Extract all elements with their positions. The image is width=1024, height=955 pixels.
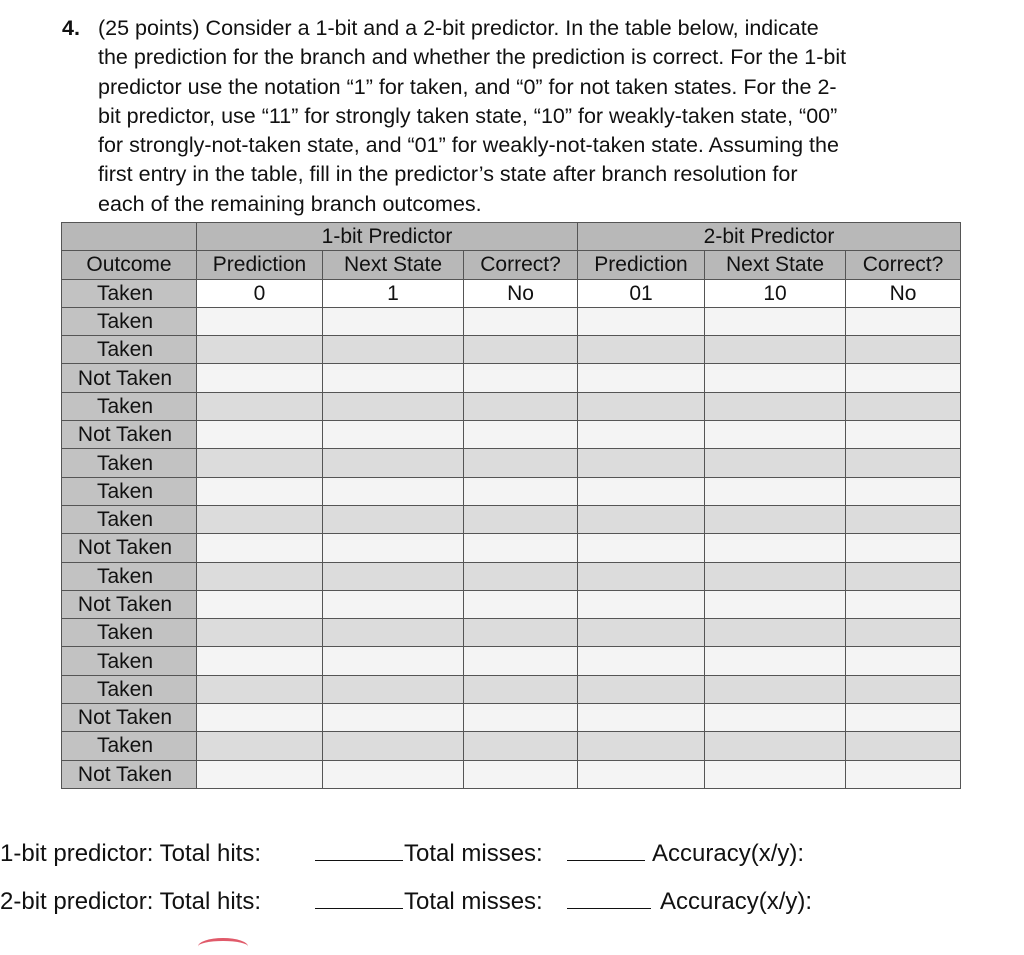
1bit-correct-cell[interactable] xyxy=(464,647,578,675)
2bit-prediction-cell[interactable] xyxy=(578,619,705,647)
1bit-correct-cell[interactable] xyxy=(464,732,578,760)
1bit-next-state-cell[interactable] xyxy=(323,364,464,392)
table-row xyxy=(62,505,961,533)
outcome-cell: Taken xyxy=(62,307,197,335)
2bit-prediction-cell[interactable] xyxy=(578,675,705,703)
footer-1bit-misses-blank[interactable] xyxy=(567,840,645,861)
2bit-next-state-cell[interactable] xyxy=(705,704,846,732)
2bit-prediction-cell[interactable] xyxy=(578,336,705,364)
question-line: each of the remaining branch outcomes. xyxy=(98,191,482,216)
outcome-cell: Taken xyxy=(62,732,197,760)
outcome-cell: Not Taken xyxy=(62,590,197,618)
group-header-1bit: 1-bit Predictor xyxy=(197,223,578,251)
table-row xyxy=(62,336,961,364)
2bit-prediction-cell[interactable] xyxy=(578,534,705,562)
1bit-correct-cell[interactable] xyxy=(464,534,578,562)
1bit-next-state-cell[interactable] xyxy=(323,675,464,703)
outcome-cell: Taken xyxy=(62,392,197,420)
2bit-next-state-cell[interactable] xyxy=(705,336,846,364)
2bit-correct-cell[interactable] xyxy=(846,477,961,505)
1bit-prediction-cell[interactable] xyxy=(197,336,323,364)
table-row xyxy=(62,449,961,477)
2bit-correct-cell[interactable] xyxy=(846,619,961,647)
red-pen-mark xyxy=(198,938,248,955)
2bit-correct-cell[interactable] xyxy=(846,590,961,618)
1bit-prediction-cell[interactable] xyxy=(197,619,323,647)
col-header-1bit-correct: Correct? xyxy=(464,251,578,279)
1bit-correct-cell[interactable] xyxy=(464,590,578,618)
2bit-next-state-cell[interactable] xyxy=(705,534,846,562)
2bit-correct-cell[interactable] xyxy=(846,307,961,335)
outcome-cell: Taken xyxy=(62,279,197,307)
1bit-next-state-cell[interactable] xyxy=(323,336,464,364)
2bit-prediction-cell[interactable] xyxy=(578,647,705,675)
2bit-next-state-cell[interactable] xyxy=(705,449,846,477)
1bit-next-state-cell[interactable] xyxy=(323,534,464,562)
1bit-prediction-cell[interactable] xyxy=(197,505,323,533)
1bit-prediction-cell[interactable] xyxy=(197,590,323,618)
2bit-prediction-cell[interactable] xyxy=(578,392,705,420)
1bit-correct-cell[interactable] xyxy=(464,760,578,788)
question-number: 4. xyxy=(62,16,80,40)
table-row xyxy=(62,534,961,562)
1bit-correct-cell[interactable] xyxy=(464,505,578,533)
1bit-next-state-cell[interactable] xyxy=(323,647,464,675)
2bit-next-state-cell[interactable] xyxy=(705,675,846,703)
2bit-prediction-cell[interactable] xyxy=(578,505,705,533)
1bit-next-state-cell[interactable] xyxy=(323,760,464,788)
table-row xyxy=(62,364,961,392)
col-header-2bit-prediction: Prediction xyxy=(578,251,705,279)
table-row xyxy=(62,477,961,505)
outcome-cell: Taken xyxy=(62,675,197,703)
2bit-next-state-cell: 10 xyxy=(705,279,846,307)
footer-1bit-misses-label: Total misses: xyxy=(404,840,543,867)
1bit-correct-cell[interactable] xyxy=(464,336,578,364)
footer-1bit-hits-blank[interactable] xyxy=(315,840,403,861)
table-row xyxy=(62,307,961,335)
table-row xyxy=(62,619,961,647)
1bit-correct-cell[interactable] xyxy=(464,562,578,590)
1bit-correct-cell[interactable] xyxy=(464,449,578,477)
outcome-cell: Not Taken xyxy=(62,421,197,449)
question-text xyxy=(62,14,942,219)
2bit-prediction-cell[interactable] xyxy=(578,449,705,477)
footer-2bit-hits-blank[interactable] xyxy=(315,888,403,909)
2bit-prediction-cell[interactable] xyxy=(578,364,705,392)
1bit-correct-cell[interactable] xyxy=(464,619,578,647)
1bit-next-state-cell[interactable] xyxy=(323,562,464,590)
1bit-next-state-cell[interactable] xyxy=(323,392,464,420)
group-header-2bit: 2-bit Predictor xyxy=(578,223,961,251)
footer-2bit-accuracy-label: Accuracy(x/y): xyxy=(660,888,813,915)
col-header-1bit-next-state: Next State xyxy=(323,251,464,279)
2bit-next-state-cell[interactable] xyxy=(705,364,846,392)
1bit-next-state-cell[interactable] xyxy=(323,619,464,647)
outcome-cell: Not Taken xyxy=(62,364,197,392)
footer-2bit-misses-blank[interactable] xyxy=(567,888,651,909)
1bit-prediction-cell[interactable] xyxy=(197,421,323,449)
1bit-correct-cell[interactable] xyxy=(464,364,578,392)
2bit-correct-cell[interactable] xyxy=(846,675,961,703)
question-line: for strongly-not-taken state, and “01” for weakly-not-taken state. Assuming the xyxy=(98,133,839,158)
table-row xyxy=(62,704,961,732)
2bit-correct-cell[interactable] xyxy=(846,647,961,675)
1bit-prediction-cell[interactable] xyxy=(197,760,323,788)
2bit-next-state-cell[interactable] xyxy=(705,590,846,618)
1bit-next-state-cell[interactable] xyxy=(323,505,464,533)
group-header-row xyxy=(62,223,961,251)
2bit-next-state-cell[interactable] xyxy=(705,421,846,449)
question-line: the prediction for the branch and whether the prediction is correct. For the 1-bit xyxy=(98,45,847,70)
1bit-prediction-cell: 0 xyxy=(197,279,323,307)
1bit-prediction-cell[interactable] xyxy=(197,562,323,590)
2bit-prediction-cell[interactable] xyxy=(578,704,705,732)
2bit-prediction-cell[interactable] xyxy=(578,562,705,590)
outcome-cell: Not Taken xyxy=(62,760,197,788)
1bit-correct-cell: No xyxy=(464,279,578,307)
col-header-2bit-correct: Correct? xyxy=(846,251,961,279)
2bit-correct-cell[interactable] xyxy=(846,421,961,449)
1bit-next-state-cell: 1 xyxy=(323,279,464,307)
table-row xyxy=(62,647,961,675)
2bit-correct-cell[interactable] xyxy=(846,392,961,420)
2bit-prediction-cell[interactable] xyxy=(578,760,705,788)
1bit-next-state-cell[interactable] xyxy=(323,590,464,618)
1bit-next-state-cell[interactable] xyxy=(323,477,464,505)
2bit-next-state-cell[interactable] xyxy=(705,505,846,533)
question-body xyxy=(98,14,942,219)
2bit-prediction-cell[interactable] xyxy=(578,590,705,618)
1bit-correct-cell[interactable] xyxy=(464,307,578,335)
1bit-correct-cell[interactable] xyxy=(464,477,578,505)
footer-1bit-hits-label: 1-bit predictor: Total hits: xyxy=(0,840,262,867)
2bit-correct-cell: No xyxy=(846,279,961,307)
2bit-next-state-cell[interactable] xyxy=(705,647,846,675)
2bit-next-state-cell[interactable] xyxy=(705,732,846,760)
outcome-cell: Taken xyxy=(62,505,197,533)
col-header-1bit-prediction: Prediction xyxy=(197,251,323,279)
table-row xyxy=(62,760,961,788)
1bit-prediction-cell[interactable] xyxy=(197,675,323,703)
2bit-prediction-cell[interactable] xyxy=(578,477,705,505)
2bit-correct-cell[interactable] xyxy=(846,760,961,788)
2bit-correct-cell[interactable] xyxy=(846,732,961,760)
2bit-next-state-cell[interactable] xyxy=(705,307,846,335)
outcome-cell: Taken xyxy=(62,619,197,647)
2bit-prediction-cell: 01 xyxy=(578,279,705,307)
table-row xyxy=(62,675,961,703)
predictor-table xyxy=(61,222,961,789)
outcome-cell: Taken xyxy=(62,449,197,477)
table-row xyxy=(62,562,961,590)
col-header-outcome: Outcome xyxy=(62,251,197,279)
outcome-cell: Taken xyxy=(62,336,197,364)
footer-2bit-misses-label: Total misses: xyxy=(404,888,543,915)
outcome-cell: Taken xyxy=(62,647,197,675)
2bit-correct-cell[interactable] xyxy=(846,534,961,562)
1bit-prediction-cell[interactable] xyxy=(197,364,323,392)
outcome-cell: Taken xyxy=(62,562,197,590)
2bit-next-state-cell[interactable] xyxy=(705,392,846,420)
outcome-cell: Not Taken xyxy=(62,534,197,562)
1bit-prediction-cell[interactable] xyxy=(197,534,323,562)
header-blank xyxy=(62,223,197,251)
2bit-next-state-cell[interactable] xyxy=(705,562,846,590)
2bit-prediction-cell[interactable] xyxy=(578,732,705,760)
question-line: (25 points) Consider a 1-bit and a 2-bit predictor. In the table below, indicate xyxy=(98,16,819,40)
1bit-correct-cell[interactable] xyxy=(464,675,578,703)
1bit-correct-cell[interactable] xyxy=(464,704,578,732)
table-row xyxy=(62,392,961,420)
table-row-example xyxy=(62,279,961,307)
1bit-next-state-cell[interactable] xyxy=(323,704,464,732)
question-line: predictor use the notation “1” for taken, and “0” for not taken states. For the 2- xyxy=(98,74,837,99)
column-header-row xyxy=(62,251,961,279)
question-line: first entry in the table, fill in the predictor’s state after branch resolution for xyxy=(98,162,798,187)
1bit-prediction-cell[interactable] xyxy=(197,647,323,675)
2bit-prediction-cell[interactable] xyxy=(578,421,705,449)
2bit-next-state-cell[interactable] xyxy=(705,619,846,647)
2bit-correct-cell[interactable] xyxy=(846,562,961,590)
1bit-prediction-cell[interactable] xyxy=(197,392,323,420)
2bit-next-state-cell[interactable] xyxy=(705,477,846,505)
footer-1bit-accuracy-label: Accuracy(x/y): xyxy=(652,840,805,867)
table-row xyxy=(62,732,961,760)
1bit-prediction-cell[interactable] xyxy=(197,449,323,477)
1bit-prediction-cell[interactable] xyxy=(197,307,323,335)
2bit-correct-cell[interactable] xyxy=(846,336,961,364)
1bit-next-state-cell[interactable] xyxy=(323,732,464,760)
outcome-cell: Taken xyxy=(62,477,197,505)
2bit-correct-cell[interactable] xyxy=(846,505,961,533)
1bit-prediction-cell[interactable] xyxy=(197,732,323,760)
2bit-next-state-cell[interactable] xyxy=(705,760,846,788)
2bit-correct-cell[interactable] xyxy=(846,704,961,732)
1bit-prediction-cell[interactable] xyxy=(197,477,323,505)
table-row xyxy=(62,421,961,449)
1bit-next-state-cell[interactable] xyxy=(323,449,464,477)
outcome-cell: Not Taken xyxy=(62,704,197,732)
table-row xyxy=(62,590,961,618)
2bit-correct-cell[interactable] xyxy=(846,449,961,477)
col-header-2bit-next-state: Next State xyxy=(705,251,846,279)
2bit-prediction-cell[interactable] xyxy=(578,307,705,335)
2bit-correct-cell[interactable] xyxy=(846,364,961,392)
1bit-correct-cell[interactable] xyxy=(464,421,578,449)
1bit-prediction-cell[interactable] xyxy=(197,704,323,732)
1bit-correct-cell[interactable] xyxy=(464,392,578,420)
question-line: bit predictor, use “11” for strongly taken state, “10” for weakly-taken state, “00” xyxy=(98,103,838,128)
1bit-next-state-cell[interactable] xyxy=(323,421,464,449)
footer-2bit-hits-label: 2-bit predictor: Total hits: xyxy=(0,888,262,915)
1bit-next-state-cell[interactable] xyxy=(323,307,464,335)
